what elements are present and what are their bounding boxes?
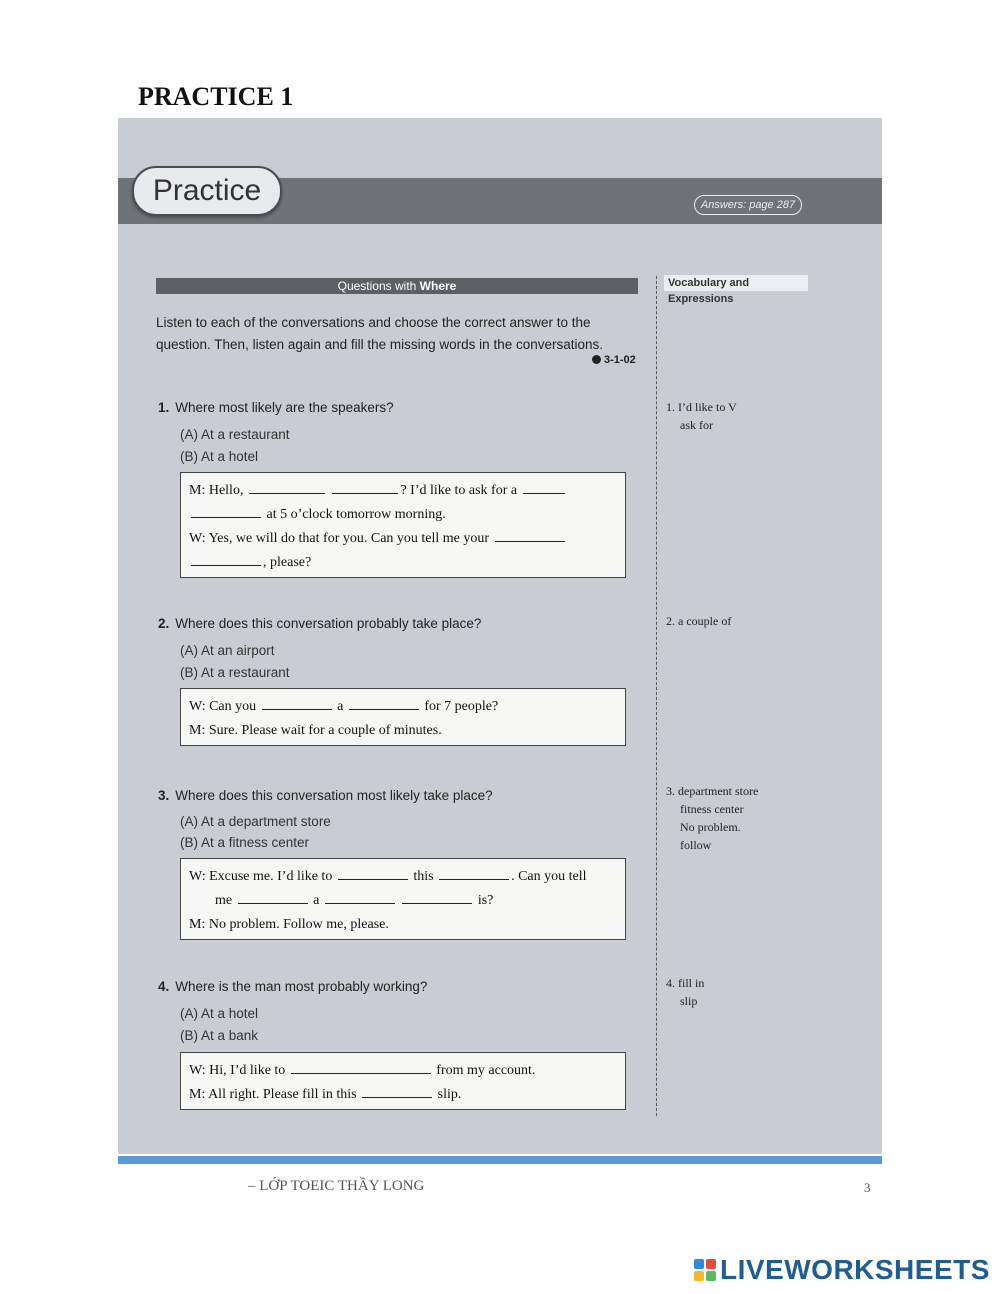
answers-page-badge: Answers: page 287 (694, 195, 802, 215)
q3-line1-c: . Can you tell (511, 869, 587, 884)
q1-line4-b: , please? (263, 555, 312, 570)
audio-track-label: 3-1-02 (604, 354, 636, 366)
q1-blank-5[interactable] (495, 527, 565, 542)
q2-blank-1[interactable] (262, 695, 332, 710)
question-text: Where is the man most probably working? (175, 979, 428, 994)
question-3 (158, 788, 493, 803)
q4-line2-b: slip. (437, 1087, 462, 1102)
question-number: 4. (158, 979, 170, 994)
instructions: Listen to each of the conversations and choose the correct answer to the question. Then, listen again and fill the missing words in the conversations. (156, 315, 604, 352)
column-divider (656, 276, 657, 1116)
logo-square (706, 1259, 716, 1269)
q2-line1-a: W: Can you (189, 699, 257, 714)
q3-blank-4[interactable] (325, 889, 395, 904)
page-number: 3 (864, 1180, 871, 1195)
q3-option-a[interactable]: (A) At a department store (180, 814, 331, 829)
vocab-item: 3. department store (666, 784, 759, 798)
q1-blank-2[interactable] (332, 479, 398, 494)
q3-line1-a: W: Excuse me. I’d like to (189, 869, 333, 884)
q3-line2-c: is? (477, 893, 494, 908)
vocab-item: 4. fill in (666, 976, 705, 990)
scanned-worksheet (118, 118, 882, 1154)
section-title-prefix: Questions with (337, 279, 417, 293)
audio-disc-icon (592, 355, 601, 364)
q4-blank-1[interactable] (291, 1059, 431, 1074)
logo-square (706, 1271, 716, 1281)
q3-blank-1[interactable] (338, 865, 408, 880)
question-number: 2. (158, 616, 170, 631)
q4-option-b[interactable]: (B) At a bank (180, 1028, 259, 1043)
liveworksheets-logo[interactable] (694, 1255, 990, 1285)
liveworksheets-wordmark: LIVEWORKSHEETS (720, 1254, 990, 1285)
q2-line1-c: for 7 people? (424, 699, 499, 714)
q1-vocab (666, 398, 737, 434)
q3-blank-2[interactable] (439, 865, 509, 880)
vocab-item: follow (680, 838, 712, 852)
logo-square (694, 1259, 704, 1269)
q3-line3-a: M: No problem. Follow me, please. (189, 917, 389, 932)
question-number: 3. (158, 788, 170, 803)
q3-vocab (666, 782, 758, 854)
q1-line2-b: at 5 o’clock tomorrow morning. (266, 507, 446, 522)
q2-blank-2[interactable] (349, 695, 419, 710)
q3-line1-b: this (413, 869, 434, 884)
question-1 (158, 400, 394, 415)
vocab-item: 1. I’d like to V (666, 400, 737, 414)
q2-line1-b: a (337, 699, 344, 714)
q1-line1-a: M: Hello, (189, 483, 244, 498)
q4-line2-a: M: All right. Please fill in this (189, 1087, 357, 1102)
q3-line2-b: a (313, 893, 320, 908)
q4-dialogue-box (180, 1052, 626, 1110)
section-title (156, 278, 638, 294)
vocab-item: fitness center (680, 802, 744, 816)
vocab-item: ask for (680, 418, 713, 432)
vocab-title: Vocabulary and Expressions (664, 275, 808, 291)
question-text: Where does this conversation probably take place? (175, 616, 482, 631)
footer-text: – LỚP TOEIC THẦY LONG (248, 1178, 425, 1194)
question-2 (158, 616, 481, 631)
q4-vocab (666, 974, 704, 1010)
q1-blank-1[interactable] (249, 479, 325, 494)
question-text: Where most likely are the speakers? (175, 400, 394, 415)
practice-tab: Practice (132, 166, 282, 216)
logo-square (694, 1271, 704, 1281)
vocab-item: 2. a couple of (666, 614, 732, 628)
section-title-bold: Where (419, 279, 457, 293)
vocab-item: No problem. (680, 820, 741, 834)
q3-blank-5[interactable] (402, 889, 472, 904)
audio-track[interactable] (592, 354, 636, 366)
question-number: 1. (158, 400, 170, 415)
q3-option-b[interactable]: (B) At a fitness center (180, 835, 310, 850)
q2-line2-a: M: Sure. Please wait for a couple of minutes. (189, 723, 442, 738)
vocab-item: slip (680, 994, 698, 1008)
q2-option-a[interactable]: (A) At an airport (180, 643, 275, 658)
q2-option-b[interactable]: (B) At a restaurant (180, 665, 290, 680)
q4-line1-a: W: Hi, I’d like to (189, 1063, 286, 1078)
q1-option-a[interactable]: (A) At a restaurant (180, 427, 290, 442)
q1-dialogue-box (180, 472, 626, 578)
q1-option-b[interactable]: (B) At a hotel (180, 449, 259, 464)
q2-dialogue-box (180, 688, 626, 746)
q4-line1-b: from my account. (436, 1063, 536, 1078)
q3-dialogue-box (180, 858, 626, 940)
q1-blank-6[interactable] (191, 551, 261, 566)
q3-line2-a: me (215, 893, 233, 908)
q3-blank-3[interactable] (238, 889, 308, 904)
q4-option-a[interactable]: (A) At a hotel (180, 1006, 259, 1021)
question-text: Where does this conversation most likely take place? (175, 788, 493, 803)
liveworksheets-icon (694, 1259, 716, 1281)
q1-blank-4[interactable] (191, 503, 261, 518)
q1-line1-b: ? I’d like to ask for a (400, 483, 518, 498)
q1-blank-3[interactable] (523, 479, 565, 494)
question-4 (158, 979, 427, 994)
q2-vocab (666, 612, 731, 630)
page-heading: PRACTICE 1 (138, 82, 294, 111)
q4-blank-2[interactable] (362, 1083, 432, 1098)
footer-bar (118, 1156, 882, 1164)
q1-line3-a: W: Yes, we will do that for you. Can you tell me your (189, 531, 490, 546)
